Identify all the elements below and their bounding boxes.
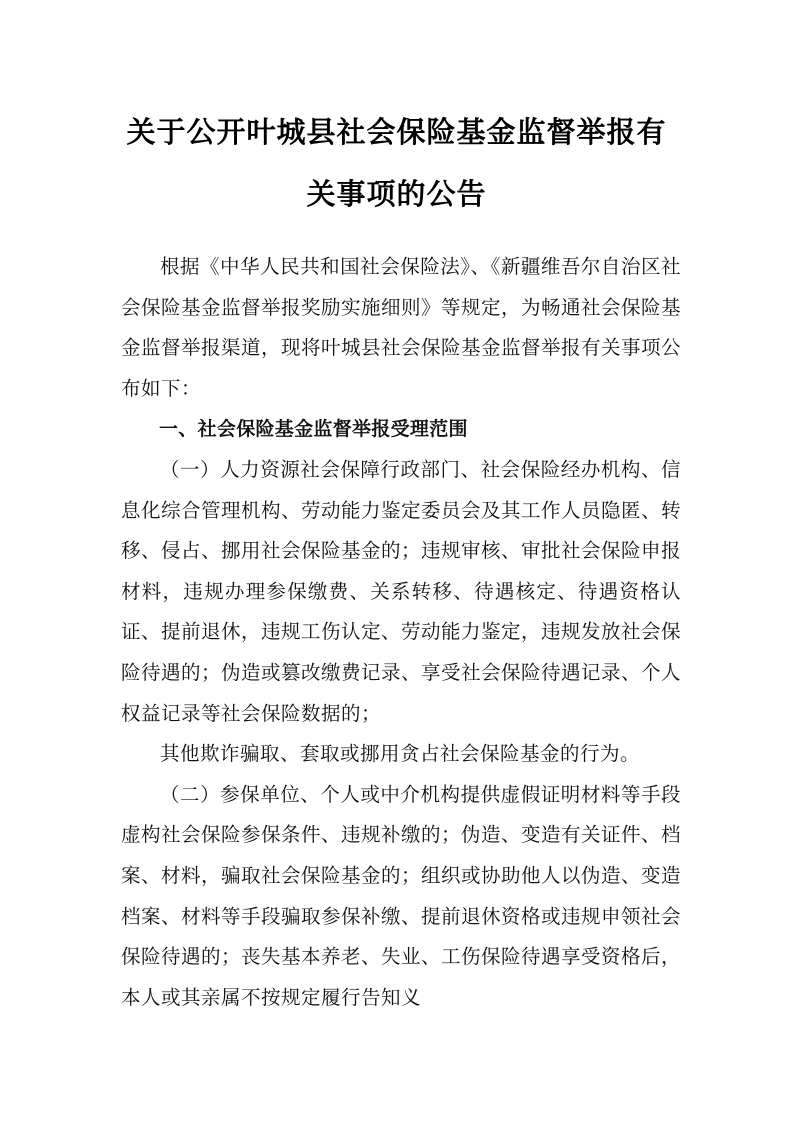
body-paragraph: （一）人力资源社会保障行政部门、社会保险经办机构、信息化综合管理机构、劳动能力鉴定委员会及其工作人员隐匿、转移、侵占、挪用社会保险基金的；违规审核、审批社会保险申报材料，违规办理参保缴费、关系转移、待遇核定、待遇资格认证、提前退休，违规工伤认定、劳动能力鉴定，违规发放社会保险待遇的；伪造或篡改缴费记录、享受社会保险待遇记录、个人权益记录等社会保险数据的；: [121, 457, 682, 725]
intro-paragraph: 根据《中华人民共和国社会保险法》、《新疆维吾尔自治区社会保险基金监督举报奖励实施细则》等规定，为畅通社会保险基金监督举报渠道，现将叶城县社会保险基金监督举报有关事项公布如下：: [121, 255, 682, 400]
section-heading: 一、社会保险基金监督举报受理范围: [159, 418, 468, 441]
document-title-line-2: 关事项的公告: [306, 177, 487, 211]
body-paragraph: 其他欺诈骗取、套取或挪用贪占社会保险基金的行为。: [160, 742, 641, 766]
body-paragraph: （二）参保单位、个人或中介机构提供虚假证明材料等手段虚构社会保险参保条件、违规补缴的；伪造、变造有关证件、档案、材料，骗取社会保险基金的；组织或协助他人以伪造、变造档案、材料等手段骗取参保补缴、提前退休资格或违规申领社会保险待遇的；丧失基本养老、失业、工伤保险待遇享受资格后，本人或其亲属不按规定履行告知义: [121, 782, 682, 1009]
document-body: [121, 247, 681, 1018]
document-title-line-1: 关于公开叶城县社会保险基金监督举报有: [126, 115, 667, 149]
